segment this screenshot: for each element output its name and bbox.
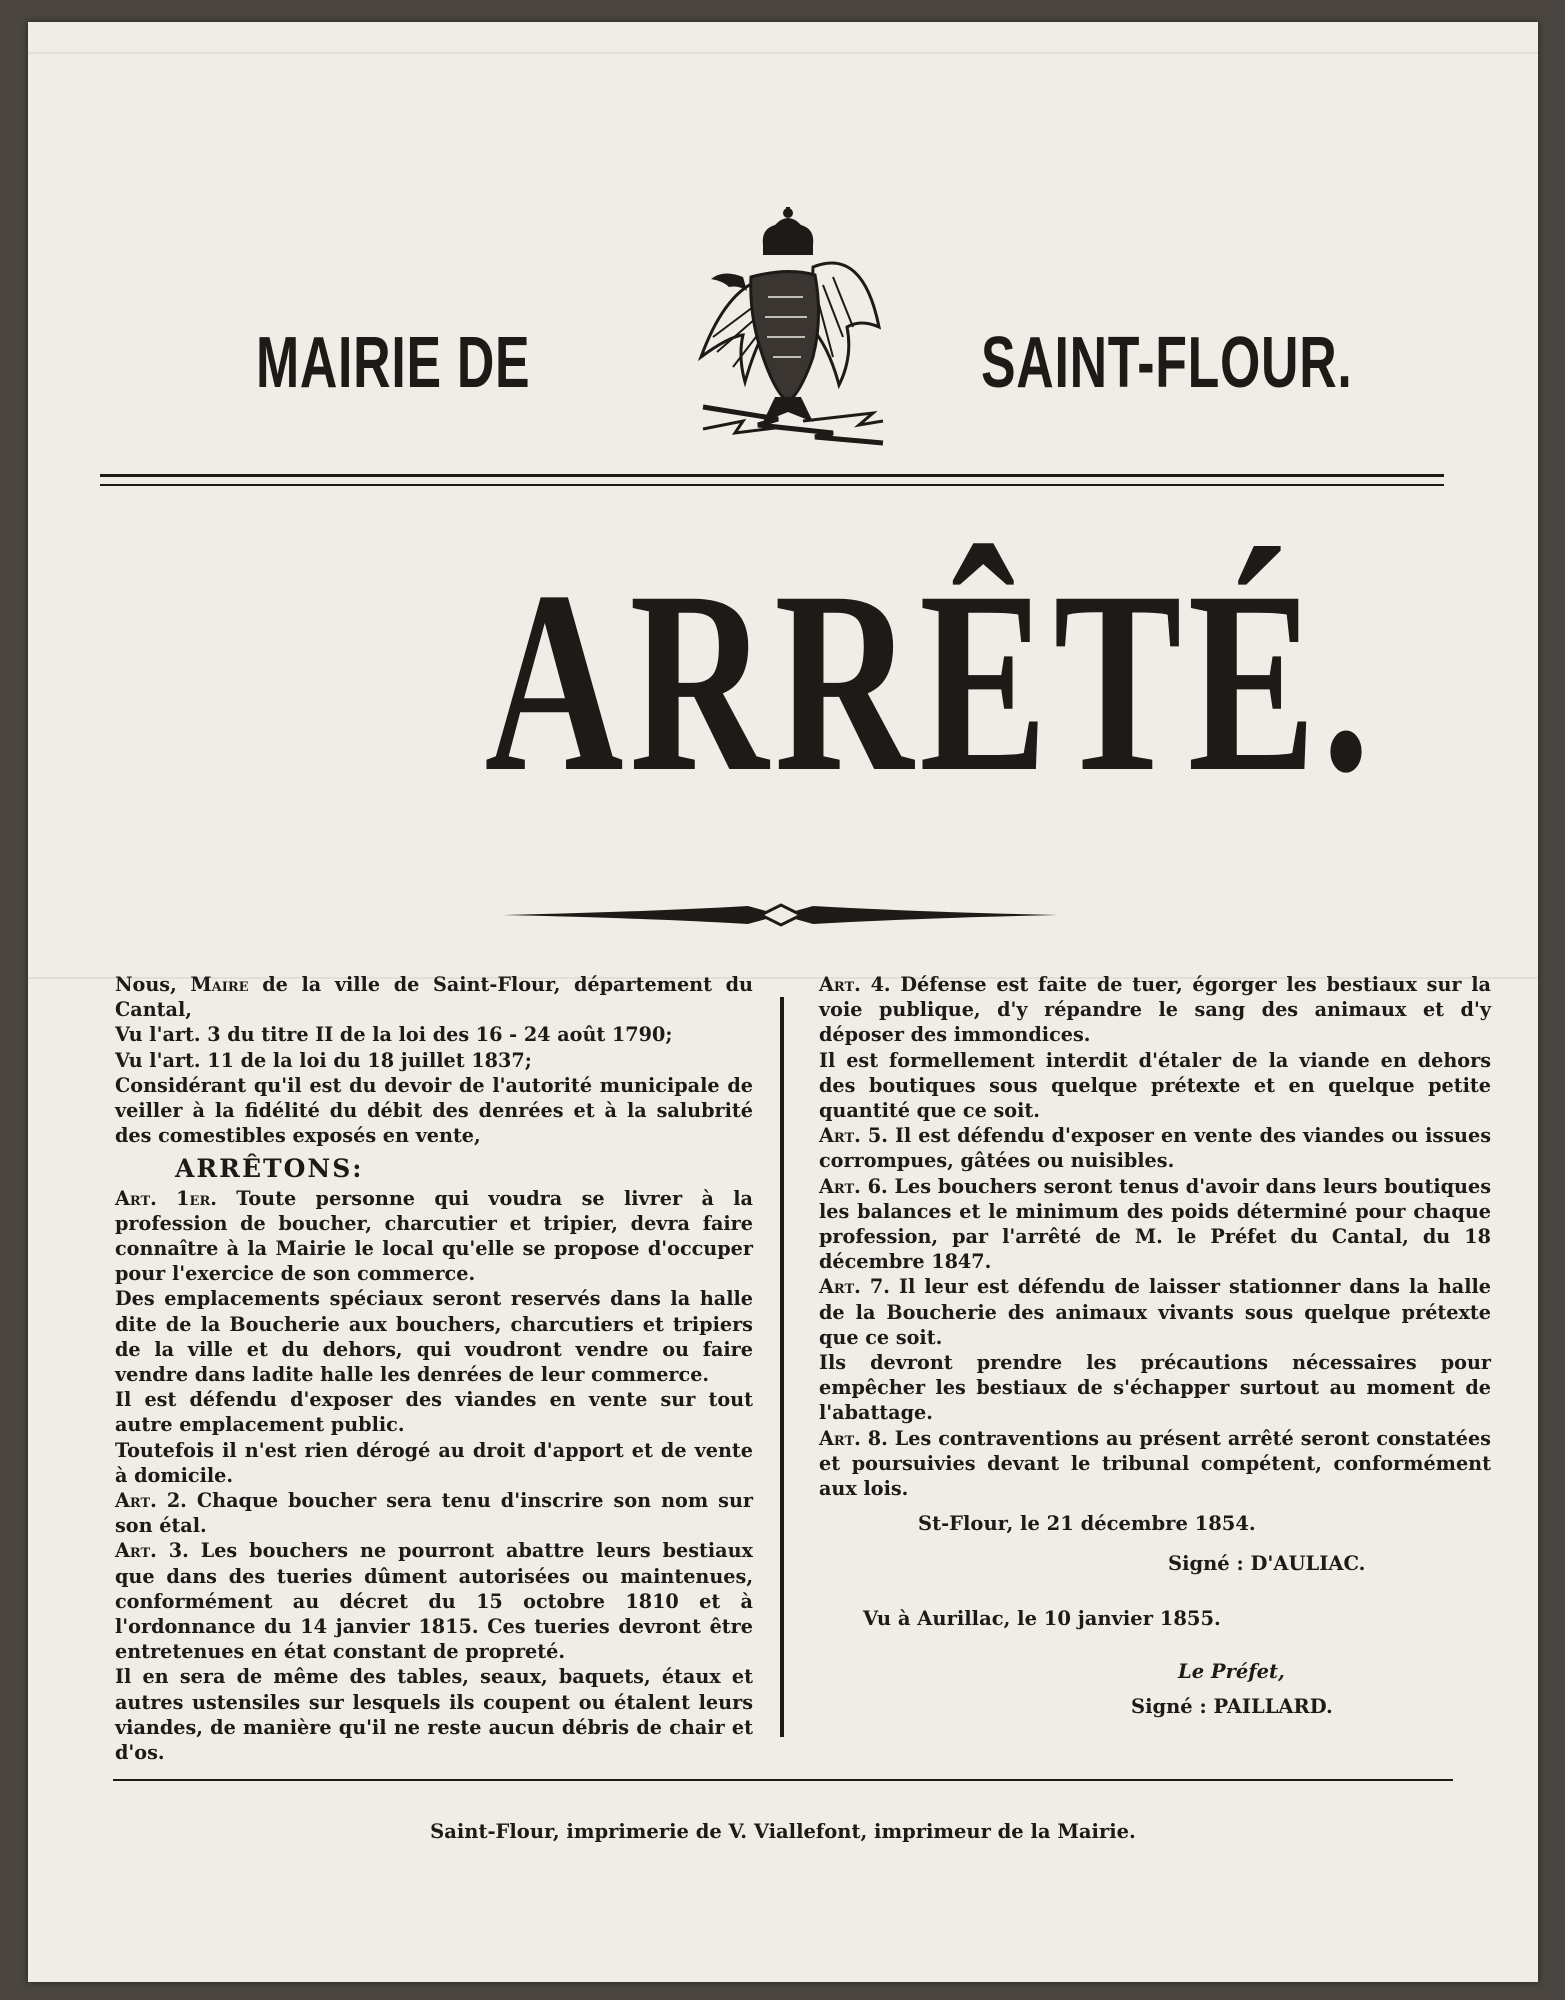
article-text: Il est défendu d'exposer en vente des viandes ou issues corrompues, gâtées ou nuisibles. [819, 1124, 1491, 1173]
printer-imprint: Saint-Flour, imprimerie de V. Viallefont, imprimeur de la Mairie. [430, 1820, 1136, 1843]
date-line: St-Flour, le 21 décembre 1854. [918, 1512, 1256, 1535]
signature-mayor: Signé : D'AULIAC. [1168, 1552, 1366, 1575]
left-column [115, 972, 753, 1765]
paragraph: Il est défendu d'exposer des viandes en vente sur tout autre emplacement public. [115, 1388, 753, 1437]
article-text: Il leur est défendu de laisser stationner dans la halle de la Boucherie des animaux vivants sous quelque prétexte que ce soit. [819, 1275, 1491, 1349]
arretons-heading: ARRÊTONS: [175, 1154, 364, 1184]
article-label: Art. 4. [819, 973, 891, 996]
preamble-text: Nous, [115, 973, 191, 996]
article-7 [819, 1274, 1491, 1350]
article-4 [819, 972, 1491, 1048]
column-divider [780, 997, 784, 1737]
right-column [819, 972, 1491, 1501]
signature-prefet: Signé : PAILLARD. [1131, 1695, 1333, 1718]
article-label: Art. 6. [819, 1174, 888, 1198]
article-text: Chaque boucher sera tenu d'inscrire son nom sur son étal. [115, 1489, 753, 1538]
article-3 [115, 1538, 753, 1664]
preamble-line [115, 972, 753, 1022]
article-8 [819, 1426, 1491, 1502]
header-left: MAIRIE DE [256, 323, 531, 403]
article-1 [115, 1186, 753, 1287]
article-text: Les bouchers ne pourront abattre leurs bestiaux que dans des tueries dûment autorisées ou maintenues, conformément au décret du 15 octobre 1810 et à l'ordonnance du 14 janvier 1815. Ces tueries devront être entretenues en état constant de propreté. [115, 1539, 754, 1664]
poster-sheet [28, 22, 1538, 1982]
article-label: Art. 1er. [115, 1186, 217, 1210]
article-5 [819, 1123, 1491, 1173]
vu-line: Vu à Aurillac, le 10 janvier 1855. [863, 1607, 1221, 1630]
header-right: SAINT-FLOUR. [981, 323, 1353, 403]
article-label: Art. 5. [819, 1124, 888, 1148]
paragraph: Il est formellement interdit d'étaler de la viande en dehors des boutiques sous quelque prétexte et en quelque petite quantité que ce soit. [819, 1048, 1491, 1123]
paragraph: Il en sera de même des tables, seaux, baquets, étaux et autres ustensiles sur lesquels ils coupent ou étalent leurs viandes, de manière qu'il ne reste aucun débris de chair et d'os. [115, 1665, 753, 1765]
header-rule [100, 474, 1444, 486]
article-text: Défense est faite de tuer, égorger les bestiaux sur la voie publique, d'y répandre le sang des animaux et d'y déposer des immondices. [819, 973, 1491, 1047]
page-title: ARRÊTÉ. [484, 538, 1376, 826]
article-label: Art. 8. [819, 1426, 888, 1450]
footer-rule [113, 1779, 1453, 1781]
paper-fold [28, 52, 1538, 54]
paragraph: Des emplacements spéciaux seront reservés dans la halle dite de la Boucherie aux bouchers, charcutiers et tripiers de la ville et du dehors, qui voudront vendre ou faire vendre dans ladite halle les denrées de leur commerce. [115, 1287, 753, 1387]
paragraph: Toutefois il n'est rien dérogé au droit d'apport et de vente à domicile. [115, 1438, 753, 1487]
article-text: Les bouchers seront tenus d'avoir dans leurs boutiques les balances et le minimum des poids déterminé pour chaque profession, par l'arrêté de M. le Préfet du Cantal, du 18 décembre 1847. [819, 1174, 1491, 1274]
vu-line-2: Vu l'art. 11 de la loi du 18 juillet 1837; [115, 1048, 532, 1072]
article-6 [819, 1174, 1491, 1275]
article-label: Art. 7. [819, 1275, 890, 1299]
paragraph: Ils devront prendre les précautions nécessaires pour empêcher les bestiaux de s'échapper surtout au moment de l'abattage. [819, 1351, 1491, 1425]
prefet-label: Le Préfet, [1178, 1660, 1285, 1683]
vu-line-1: Vu l'art. 3 du titre II de la loi des 16 - 24 août 1790; [115, 1023, 673, 1047]
article-text: Toute personne qui voudra se livrer à la profession de boucher, charcutier et tripier, devra faire connaître à la Mairie le local qu'elle se propose d'occuper pour l'exercice de son commerce. [115, 1186, 753, 1286]
article-2 [115, 1488, 753, 1538]
article-label: Art. 3. [115, 1539, 189, 1563]
flourish-ornament-icon [503, 900, 1058, 930]
preamble-text: de la ville de Saint-Flour, département du Cantal, [115, 973, 754, 1022]
considerant: Considérant qu'il est du devoir de l'autorité municipale de veiller à la fidélité du débit des denrées et à la salubrité des comestibles exposés en vente, [115, 1073, 753, 1148]
article-text: Les contraventions au présent arrêté seront constatées et poursuivies devant le tribunal compétent, conformément aux lois. [819, 1426, 1491, 1501]
article-label: Art. 2. [115, 1489, 187, 1513]
preamble-maire: Maire [190, 973, 249, 996]
imperial-eagle-icon [683, 207, 893, 447]
